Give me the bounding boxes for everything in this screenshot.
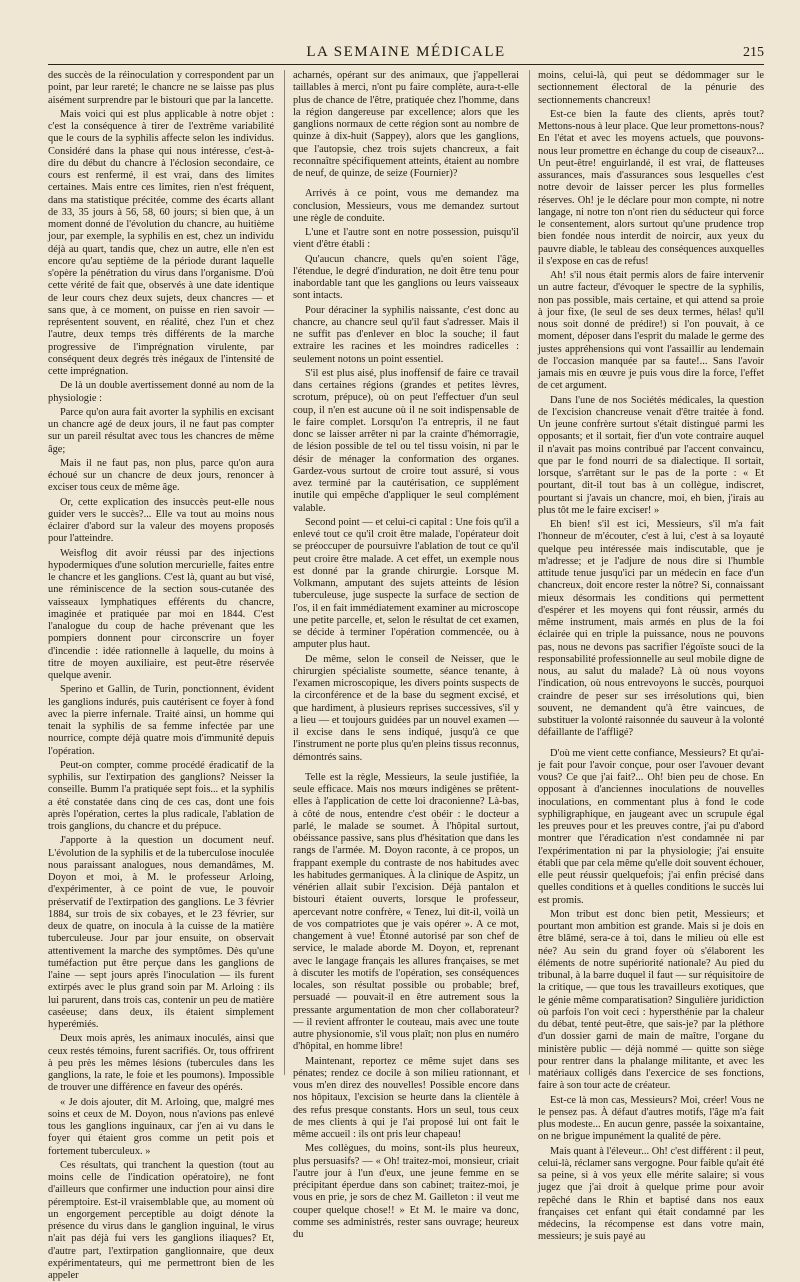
- text-columns: [48, 70, 764, 1281]
- paragraph: Est-ce là mon cas, Messieurs? Moi, créer! Vous ne le pensez pas. À défaut d'autres motifs, l'âge m'a fait plus modeste... En aucun genre, passée la soixantaine, on ne brigue impunément la qualité de père.: [538, 1094, 764, 1143]
- paragraph: Mais voici qui est plus applicable à notre objet : c'est la conséquence à tirer de l'extrême variabilité que le cours de la syphilis affecte selon les individus. Considéré dans la phase qui nous intéresse, c'est-à-dire du début du chancre à l'éclosion secondaire, ce cours est renfermé, il est vrai, dans des limites certaines. Mais entre ces limites, rien n'est fréquent, dans ma statistique précitée, comme des écarts allant de 33, 35 jours à 56, 58, 60 jours; si bien que, à un moment donné de l'évolution du chancre, au huitième jour, par exemple, la syphilis en est, chez un individu déjà au quart, tandis que, chez un autre, elle n'en est encore qu'au septième de la période durant laquelle s'opère la pénétration du virus dans l'organisme. D'où cette vérité de fait que, observés à une date identique de leur cours chez deux sujets, deux chancres — et sans que, à ce moment, on puisse en rien savoir — représentent souvent, en réalité, chez l'un et chez l'autre, deux temps très différents de la marche progressive de l'imprégnation virulente, par conséquent deux degrés très inégaux de l'intensité de cette imprégnation.: [48, 108, 274, 377]
- text-column-left: [48, 70, 274, 1281]
- paragraph: Ah! s'il nous était permis alors de faire intervenir un autre facteur, d'évoquer le spectre de la syphilis, non pas possible, mais certaine, et qui attend sa proie à jour fixe, (le seul de ses deux termes, hélas! qu'il nous soit donné de prédire!) si l'on pouvait, à ce moment, déposer dans l'esprit du malade le germe des justes appréhensions qui vont l'assaillir au lendemain de l'occasion manquée par sa faute!... Sans l'avoir jamais mis en œuvre je puis vous dire la force, l'effet de cet argument.: [538, 270, 764, 392]
- paragraph: J'apporte à la question un document neuf. L'évolution de la syphilis et de la tuberculose inoculée nous paraissant analogues, nous demandâmes, M. Doyon et moi, à M. le professeur Arloing, d'expérimenter, à ce point de vue, le pouvoir préservatif de l'extirpation des ganglions. Le 3 février 1884, sur trois de six cobayes, et le 23 février, sur deux de quatre, on inocula à la cuisse de la matière tuberculeuse. Jour par jour ensuite, on observait attentivement la marche des symptômes. Dès qu'une tuméfaction put être perçue dans les ganglions de l'aine — sept jours après l'inoculation — ils furent extirpés avec le plus grand soin par M. Arloing : ils lui parurent, dans trois cas, contenir un peu de matière caséeuse; dans deux, ils étaient simplement hyperémiés.: [48, 835, 274, 1030]
- paragraph: Mes collègues, du moins, sont-ils plus heureux, plus persuasifs? — « Oh! traitez-moi, monsieur, criait l'autre jour à l'un d'eux, une jeune femme en se précipitant éperdue dans son cabinet; traitez-moi, je vous en prie, je sors de chez M. Gailleton : il veut me couper quelque chose!! » Et M. le maire va donc, comme ses administrés, rester sans ouvrage; heureux du: [293, 1143, 519, 1240]
- paragraph: acharnés, opérant sur des animaux, que j'appellerai taillables à merci, n'ont pu faire complète, aura-t-elle plus de chance de l'être, pratiquée chez l'homme, dans la région dangereuse par excellence; alors que les ganglions normaux de cette région sont au nombre de quinze à dix-huit (Sappey), alors que les ganglions, que l'autopsie, chez trois sujets chancreux, a fait reconnaître spécifiquement atteints, étaient au nombre de neuf, de quinze, de seize (Fournier)?: [293, 70, 519, 179]
- paragraph: D'où me vient cette confiance, Messieurs? Et qu'ai-je fait pour l'avoir conçue, pour oser l'avouer devant vous? Ce que j'ai fait?... Oh! bien peu de chose. En opposant à d'anciennes inoculations de nouvelles inoculations, en commentant plus à fond le code syphiligraphique, en jaugeant avec un scrupule égal les preuves pour et les preuves contre, j'ai pu d'abord montrer que l'éradication n'est condamnée ni par l'expérimentation ni par la physiologie; j'ai ensuite établi que par cela même qu'elle doit souvent échouer, elle peut réussir quelquefois; j'ai enfin précisé dans quelles conditions et à quelles conditions le succès lui est promis.: [538, 747, 764, 906]
- paragraph: Eh bien! s'il est ici, Messieurs, s'il m'a fait l'honneur de m'écouter, c'est à lui, c'est à sa loyauté quelque peu intéressée mais indiscutable, que je m'adresse; et je l'adjure de nous dire si l'humble attitude tenue jusqu'ici par un médecin en face d'un chancreux, doit encore rester la nôtre? Si, connaissant mieux désormais les conditions qui permettent d'espérer et les moyens qui font réussir, armés du même instrument, mais armés en plus de la foi éclairée qui en triple la puissance, nous ne pouvons pas, nous ne devons pas sacrifier l'égoïste souci de la responsabilité professionnelle au seul mobile digne de nous, au salut du malade? Là où nous voyons l'indication, où nous entrevoyons le succès, pourquoi craindre de peser sur ses irrésolutions qui, bien souvent, ne demandent qu'à être vaincues, de substituer la volonté raisonnée du sauveur à la volonté défaillante de l'affligé?: [538, 519, 764, 739]
- paragraph: Second point — et celui-ci capital : Une fois qu'il a enlevé tout ce qu'il croit être malade, l'opérateur doit se préoccuper de poursuivre l'ablation de tout ce qu'il peut croire être malade. A cet effet, un exemple nous est donné par la grande chirurgie. Lorsque M. Volkmann, amputant des sujets atteints de lésion tuberculeuse, juge suspecte la surface de section de l'os, il en fait immédiatement examiner au microscope une petite parcelle, et, selon le résultat de cet examen, se décide à terminer l'opération commencée, ou à amputer plus haut.: [293, 516, 519, 651]
- paragraph: Or, cette explication des insuccès peut-elle nous guider vers le succès?... Elle va tout au moins nous éclairer d'abord sur la valeur des moyens proposés pour l'atteindre.: [48, 496, 274, 545]
- paragraph: Ces résultats, qui tranchent la question (tout au moins celle de l'indication opératoire), ne font d'ailleurs que confirmer une induction pour ainsi dire péremptoire. Est-il vraisemblable que, au moment où un engorgement perceptible au doigt dénote la présence du virus dans le ganglion inguinal, le virus n'ait pas déjà fui vers les ganglions iliaques? Et, d'autre part, l'extirpation ganglionnaire, que deux expérimentateurs, qui me permettront bien de les appeler: [48, 1159, 274, 1281]
- page-header: [48, 44, 764, 65]
- paragraph: De là un double avertissement donné au nom de la physiologie :: [48, 380, 274, 404]
- paragraph: Mais quant à l'éleveur... Oh! c'est différent : il peut, celui-là, réclamer sans vergogne. Pour faible qu'ait été sa peine, si à vos yeux elle mérite salaire; si vous jugez que j'ai droit à quelque prime pour avoir repêché dans le Rhin et baptisé dans nos eaux françaises cet enfant qui était condamné par les médecins, la récompense est dans votre main, messieurs; je suis payé au: [538, 1145, 764, 1243]
- paragraph: Dans l'une de nos Sociétés médicales, la question de l'excision chancreuse venait d'être traitée à fond. Un jeune confrère surtout s'était distingué parmi les opposants; et il sortait, fier d'un vote contraire auquel il n'avait pas moins contribué par l'accent convaincu, que par le fond nourri de sa dialectique. Il sortait, lorsque, s'arrêtant sur le pas de la porte : « Et pourtant, dit-il tout bas à un collègue, indiscret, pourtant si j'avais un chancre, moi, eh bien, j'irais au plus tôt me le faire exciser! »: [538, 394, 764, 516]
- text-column-middle: [284, 70, 519, 1240]
- paragraph: Mais il ne faut pas, non plus, parce qu'on aura échoué sur un chancre de deux jours, renoncer à exciser tous ceux de même âge.: [48, 457, 274, 494]
- paragraph: S'il est plus aisé, plus inoffensif de faire ce travail dans certaines régions (grandes et petites lèvres, scrotum, prépuce), où on peut l'effectuer d'un seul coup, il n'en est aucune où il ne soit indispensable de le faire complet. Lorsqu'on l'a entrepris, il ne faut donc se laisser arrêter ni par la crainte d'hémorragie, de lésion possible de tel ou tel tissu voisin, ni par le désir de ménager la conformation des organes. Gardez-vous surtout de croire tout assuré, si vous avez terminé par la cautérisation, ce supplément inutile qui empêche d'appliquer le seul complément valable.: [293, 367, 519, 514]
- journal-title: LA SEMAINE MÉDICALE: [306, 44, 506, 60]
- paragraph: Mon tribut est donc bien petit, Messieurs; et pourtant mon ambition est grande. Mais si je dois en être blâmé, sera-ce à toi, dans le milieu où elle est née? Au sein du grand foyer où s'élaborent les éléments de notre supériorité nationale? Au pied du tribunal, à la barre duquel il faut — sur réquisitoire de la critique, — que tous les travailleurs exotiques, que le génie même comparatisation? Singulière juridiction où parfois l'on voit ceci : hypersthénie par la chaleur du débat, tenté peut-être, que sais-je? par la pléthore d'un dossier garni de main de maître, l'organe du ministère public — déjà nommé — quitte son siège pour rentrer dans la phalange militante, et avec les matériaux colligés dans l'exercice de ses fonctions, faire à son tour acte de créateur.: [538, 908, 764, 1092]
- paragraph: Maintenant, reportez ce même sujet dans ses pénates; rendez ce docile à son milieu rationnant, et vous m'en direz des nouvelles! Possible encore dans nos hôpitaux, l'excision se heurte dans la clientèle à des refus presque constants. Hors un seul, tous ceux de mes clients à qui je l'ai proposé lui ont fait le même accueil : ils ont pris leur chapeau!: [293, 1055, 519, 1140]
- paragraph: Telle est la règle, Messieurs, la seule justifiée, la seule efficace. Mais nos mœurs indigènes se prêtent-elles à l'application de cette loi draconienne? Là-bas, à côté de nous, entendre c'est obéir : le docteur a parlé, le malade se soumet. À l'hôpital surtout, obéissance passive, sans plus d'hésitation que dans les rangs de l'armée. M. Doyon raconte, à ce propos, un frappant exemple du contraste de nos habitudes avec les habitudes germaniques. À la clinique de Aspitz, un vénérien allait subir l'excision. Déjà pantalon et bistouri étaient ouverts, lorsque le professeur, apercevant notre confrère, « Tenez, lui dit-il, voilà un de vos compatriotes que je vais opérer ». A ce mot, changement à vue! Étonné autorisé par son chef de service, le malade aborde M. Doyon, et, reprenant avec le langage français les allures françaises, se met à discuter les motifs de l'opération, ses conséquences locales, son résultat possible ou probable; bref, persuadé — pouvait-il en être autrement sous la pressante argumentation de mon cher collaborateur? — il revient affronter le couteau, mais avec une toute autre physionomie, s'il vous plaît; non plus en numéro d'hôpital, en homme libre!: [293, 771, 519, 1053]
- paragraph: Deux mois après, les animaux inoculés, ainsi que ceux restés témoins, furent sacrifiés. Or, tous offrirent à peu près les mêmes lésions (tubercules dans les ganglions, la rate, le foie et les poumons). Impossible de trouver une différence en faveur des opérés.: [48, 1033, 274, 1094]
- paragraph: Est-ce bien la faute des clients, après tout? Mettons-nous à leur place. Que leur promettons-nous? En l'état et avec les moyens actuels, que pouvons-nous leur promettre en échange du coup de ciseaux?... Un peut-être! enguirlandé, il est vrai, de flatteuses assurances, mais d'assurances sous lesquelles c'est notre devoir de laisser percer les plus formelles réserves. Oh! je le déclare pour mon compte, ni notre langage, ni notre ton n'ont rien du séducteur qui force le consentement, alors surtout qu'une prudence trop bien fondée nous interdit de noircir, aux yeux du pauvre diable, le tableau des conséquences auxquelles il s'expose en cas de refus!: [538, 108, 764, 267]
- paragraph: Pour déraciner la syphilis naissante, c'est donc au chancre, au chancre seul qu'il faut s'adresser. Mais il ne suffit pas d'enlever en bloc la souche; il faut extraire les racines et les moindres radicelles : seulement notons un point essentiel.: [293, 304, 519, 365]
- paragraph: L'une et l'autre sont en notre possession, puisqu'il vient d'être établi :: [293, 227, 519, 251]
- paragraph: des succès de la réinoculation y correspondent par un point, par leur rareté; le chancre ne se laisse pas plus aisément surprendre par le bistouri que par la lancette.: [48, 70, 274, 106]
- text-column-right: [529, 70, 764, 1243]
- paragraph: Peut-on compter, comme procédé éradicatif de la syphilis, sur l'extirpation des ganglions? Neisser la conseille. Bumm l'a pratiquée sept fois... et la syphilis a été constatée dans cinq de ces cas, dont une fois après l'opération, certes la plus radicale, l'ablation de trois ganglions, du chancre et du prépuce.: [48, 759, 274, 832]
- paragraph: Arrivés à ce point, vous me demandez ma conclusion, Messieurs, vous me demandez surtout une règle de conduite.: [293, 188, 519, 224]
- paragraph: Sperino et Gallin, de Turin, ponctionnent, évident les ganglions indurés, puis cautérisent ce foyer à fond avec la pierre infernale. Traité ainsi, un homme qui tenait la syphilis de sa femme infectée par une nourrice, compte déjà quatre mois d'immunité depuis l'opération.: [48, 684, 274, 757]
- page-number: 215: [743, 45, 764, 60]
- paragraph: Weisflog dit avoir réussi par des injections hypodermiques d'une solution mercurielle, faites entre le chancre et les ganglions. C'est là, quant au but visé, une réminiscence de la section sous-cutanée des vaisseaux lymphatiques efférents du chancre, imaginée et pratiquée par moi en 1844. C'est l'analogue du coup de hache prévenant que les pompiers donnent pour circonscrire un foyer d'incendie : idée rationnelle à laquelle, du moins à titre de moyen auxiliaire, est peut-être réservée quelque avenir.: [48, 547, 274, 681]
- paragraph: « Je dois ajouter, dit M. Arloing, que, malgré mes soins et ceux de M. Doyon, nous n'avions pas enlevé tous les ganglions inguinaux, car j'en ai vu dans le foyer qui étaient gros comme un petit pois et fortement tuberculeux. »: [48, 1096, 274, 1157]
- paragraph: Qu'aucun chancre, quels qu'en soient l'âge, l'étendue, le degré d'induration, ne doit être tenu pour inabordable tant que les ganglions ou leurs vaisseaux sont intacts.: [293, 253, 519, 302]
- paragraph: moins, celui-là, qui peut se dédommager sur le sectionnement électoral de la pénurie des sectionnements chancreux!: [538, 70, 764, 106]
- paragraph: De même, selon le conseil de Neisser, que le chirurgien spécialiste soumette, séance tenante, à l'examen microscopique, les divers points suspects de la circonférence et de la base du segment excisé, et que hardiment, à plusieurs reprises successives, s'il y a lieu — et toujours guidées par un nouvel examen — il excise dans le sens indiqué, jusqu'à ce que l'instrument ne porte plus qu'en pleins tissus reconnus, démontrés sains.: [293, 653, 519, 763]
- paragraph: Parce qu'on aura fait avorter la syphilis en excisant un chancre agé de deux jours, il ne faut pas compter sur un pareil résultat avec tous les chancres de même âge;: [48, 406, 274, 455]
